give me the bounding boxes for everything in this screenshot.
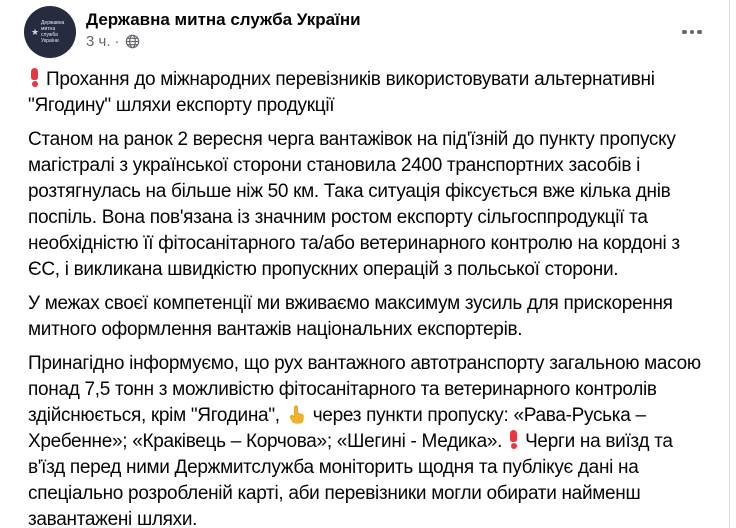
post-text	[0, 58, 736, 528]
avatar-text: Державна митна служба України	[41, 20, 65, 44]
pointing-up-emoji	[287, 405, 306, 424]
red-exclamation-emoji	[30, 68, 39, 87]
red-exclamation-emoji	[509, 430, 518, 449]
post-text-segment: Черги на виїзд та в'їзд перед ними Держмитслужба моніторить щодня та публікує дані на спеціально розробленій карті, аби перевізники могли обирати найменш завантажені шляхи.	[28, 431, 673, 528]
post-header	[0, 0, 736, 58]
avatar-logo	[31, 20, 67, 44]
post-text-segment: Принагідно інформуємо, що рух вантажного автотранспорту загальною масою понад 7,5 тонн з можливістю фітосанітарного та ветеринарного контролів здійснюється, крім "Ягодина",	[28, 353, 701, 426]
header-info	[86, 6, 720, 50]
post-text-segment: Станом на ранок 2 вересня черга вантажівок на під'їзній до пункту пропуску магістралі з української сторони становила 2400 транспортних засобів і розтягнулась на більше ніж 50 км. Така ситуація фіксується вже кілька днів поспіль. Вона пов'язана із значним ростом експорту сільгосппродукції та необхідністю її фітосанітарного та/або ветеринарного контролю на кордоні з ЄС, і викликана швидкістю пропускних операцій з польської сторони.	[28, 129, 680, 280]
post-paragraph	[28, 127, 710, 283]
post-text-segment: У межах своєї компетенції ми вживаємо максимум зусиль для прискорення митного оформлення вантажів національних експортерів.	[28, 293, 673, 340]
customs-emblem-icon: ★	[30, 26, 40, 37]
post-paragraph	[28, 67, 710, 119]
post-paragraph	[28, 351, 710, 528]
globe-icon	[125, 34, 140, 49]
more-options-button[interactable]	[674, 20, 710, 44]
meta-separator: ·	[114, 33, 120, 50]
avatar[interactable]	[24, 6, 76, 58]
post-text-segment: Прохання до міжнародних перевізників використовувати альтернативні "Ягодину" шляхи експорту продукції	[28, 69, 655, 116]
page-name-link[interactable]: Державна митна служба України	[86, 10, 361, 29]
card-right-border	[729, 0, 730, 528]
post-text-segment: через пункти пропуску: «Рава-Руська – Хребенне»; «Краківець – Корчова»; «Шегині - Медика».	[28, 405, 646, 452]
post-meta	[86, 33, 720, 50]
post-paragraph	[28, 291, 710, 343]
more-options-icon	[682, 30, 687, 35]
post-timestamp[interactable]: 3 ч.	[86, 33, 111, 50]
